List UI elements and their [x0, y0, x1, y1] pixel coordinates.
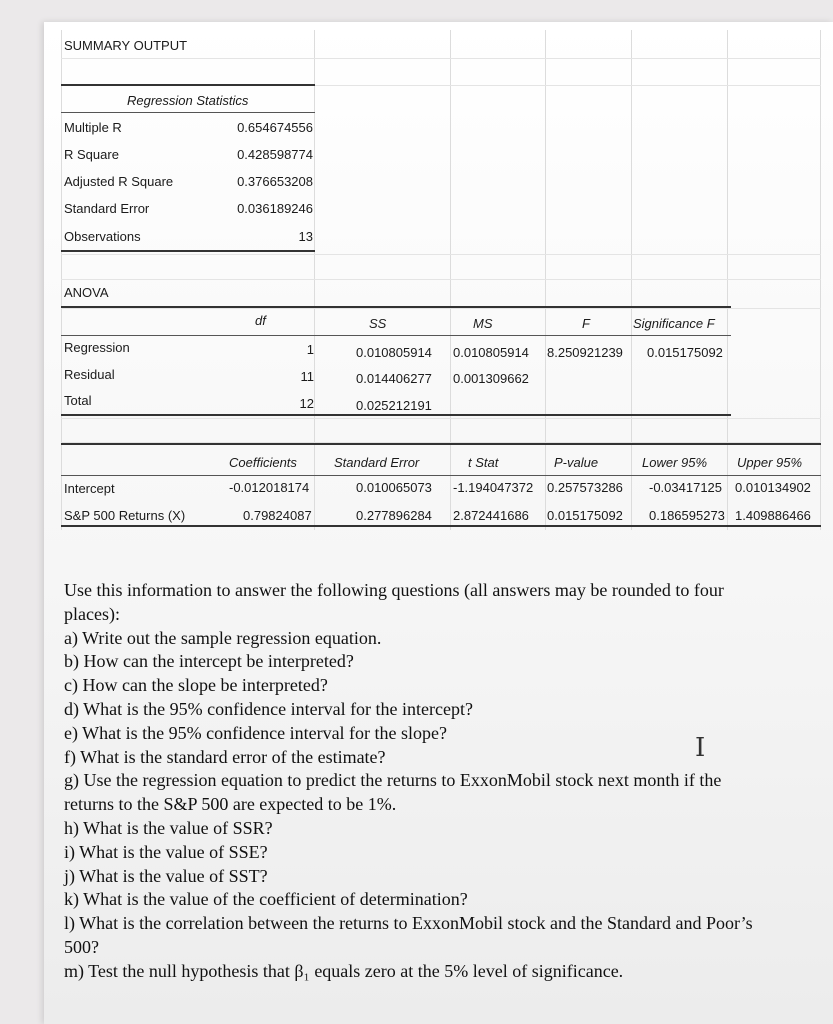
regression-statistics-heading: Regression Statistics: [127, 93, 249, 108]
question-j: j) What is the value of SST?: [64, 865, 268, 886]
question-c: c) How can the slope be interpreted?: [64, 675, 328, 696]
anova-label-residual: Residual: [64, 367, 115, 382]
anova-f-regression: 8.250921239: [547, 345, 623, 360]
regstats-header-rule: [61, 112, 315, 113]
text-cursor-icon: I: [695, 733, 706, 763]
questions-block: [64, 579, 764, 984]
anova-header-f: F: [582, 316, 590, 331]
anova-ss-regression: 0.010805914: [356, 345, 432, 360]
coef-tstat-intercept: -1.194047372: [453, 480, 534, 495]
coef-header-p-value: P-value: [554, 455, 599, 470]
coef-header-upper-95: Upper 95%: [737, 455, 803, 470]
regstats-value-r-square: 0.428598774: [237, 147, 313, 162]
coef-lower95-sp500: 0.186595273: [649, 508, 725, 523]
regstats-bottom-rule: [61, 250, 315, 252]
question-k: k) What is the value of the coefficient of determination?: [64, 889, 468, 910]
anova-ss-total: 0.025212191: [356, 398, 432, 413]
question-e: e) What is the 95% confidence interval for the slope?: [64, 722, 448, 743]
coef-value-sp500: 0.79824087: [243, 508, 312, 523]
regstats-value-adjusted-r-square: 0.376653208: [237, 174, 313, 189]
coef-pvalue-sp500: 0.015175092: [547, 508, 623, 523]
question-i: i) What is the value of SSE?: [64, 841, 268, 862]
regstats-label-multiple-r: Multiple R: [64, 120, 122, 135]
question-b: b) How can the intercept be interpreted?: [64, 651, 354, 672]
coef-label-intercept: Intercept: [64, 481, 115, 496]
question-l: l) What is the correlation between the returns to ExxonMobil stock and the Standard and Poor’s 500?: [64, 913, 753, 957]
regstats-label-observations: Observations: [64, 229, 141, 244]
coef-header-t-stat: t Stat: [468, 455, 499, 470]
questions-intro: Use this information to answer the following questions (all answers may be rounded to four places):: [64, 580, 724, 624]
regstats-label-r-square: R Square: [64, 147, 119, 162]
anova-header-significance-f: Significance F: [633, 316, 715, 331]
anova-title: ANOVA: [64, 285, 109, 300]
anova-df-residual: 11: [300, 369, 314, 384]
question-m: m) Test the null hypothesis that β₁ equals zero at the 5% level of significance.: [64, 960, 624, 981]
coef-header-rule: [61, 475, 821, 476]
coef-bottom-rule: [61, 525, 821, 527]
question-g: g) Use the regression equation to predict the returns to ExxonMobil stock next month if the returns to the S&P 500 are expected to be 1%.: [64, 770, 722, 815]
coef-value-intercept: -0.012018174: [229, 480, 310, 495]
coef-header-standard-error: Standard Error: [334, 455, 420, 470]
coef-pvalue-intercept: 0.257573286: [547, 480, 623, 495]
anova-top-rule: [61, 306, 731, 308]
coef-top-rule: [61, 443, 821, 445]
anova-header-df: df: [255, 313, 266, 328]
regstats-value-standard-error: 0.036189246: [237, 201, 313, 216]
question-a: a) Write out the sample regression equation.: [64, 627, 382, 648]
coef-tstat-sp500: 2.872441686: [453, 508, 529, 523]
regstats-value-multiple-r: 0.654674556: [237, 120, 313, 135]
coef-lower95-intercept: -0.03417125: [649, 480, 723, 495]
regstats-top-rule: [61, 84, 315, 86]
regstats-label-adjusted-r-square: Adjusted R Square: [64, 174, 174, 189]
regstats-value-observations: 13: [298, 229, 313, 244]
summary-title: SUMMARY OUTPUT: [64, 38, 188, 53]
anova-df-total: 12: [299, 396, 314, 411]
anova-ms-residual: 0.001309662: [453, 371, 529, 386]
coef-header-lower-95: Lower 95%: [642, 455, 708, 470]
question-d: d) What is the 95% confidence interval for the intercept?: [64, 698, 473, 719]
question-h: h) What is the value of SSR?: [64, 817, 273, 838]
coef-se-sp500: 0.277896284: [356, 508, 432, 523]
anova-ms-regression: 0.010805914: [453, 345, 529, 360]
anova-label-regression: Regression: [64, 340, 130, 355]
anova-df-regression: 1: [306, 342, 314, 357]
coef-label-sp500: S&P 500 Returns (X): [64, 508, 186, 523]
question-f: f) What is the standard error of the estimate?: [64, 746, 386, 767]
coef-se-intercept: 0.010065073: [356, 480, 432, 495]
anova-label-total: Total: [64, 393, 92, 408]
coef-header-coefficients: Coefficients: [229, 455, 297, 470]
coef-upper95-intercept: 0.010134902: [735, 480, 811, 495]
regstats-label-standard-error: Standard Error: [64, 201, 150, 216]
anova-sigf-regression: 0.015175092: [647, 345, 723, 360]
anova-header-ms: MS: [473, 316, 493, 331]
anova-header-rule: [61, 335, 731, 336]
anova-header-ss: SS: [369, 316, 387, 331]
anova-bottom-rule: [61, 414, 731, 416]
coef-upper95-sp500: 1.409886466: [735, 508, 811, 523]
anova-ss-residual: 0.014406277: [356, 371, 432, 386]
